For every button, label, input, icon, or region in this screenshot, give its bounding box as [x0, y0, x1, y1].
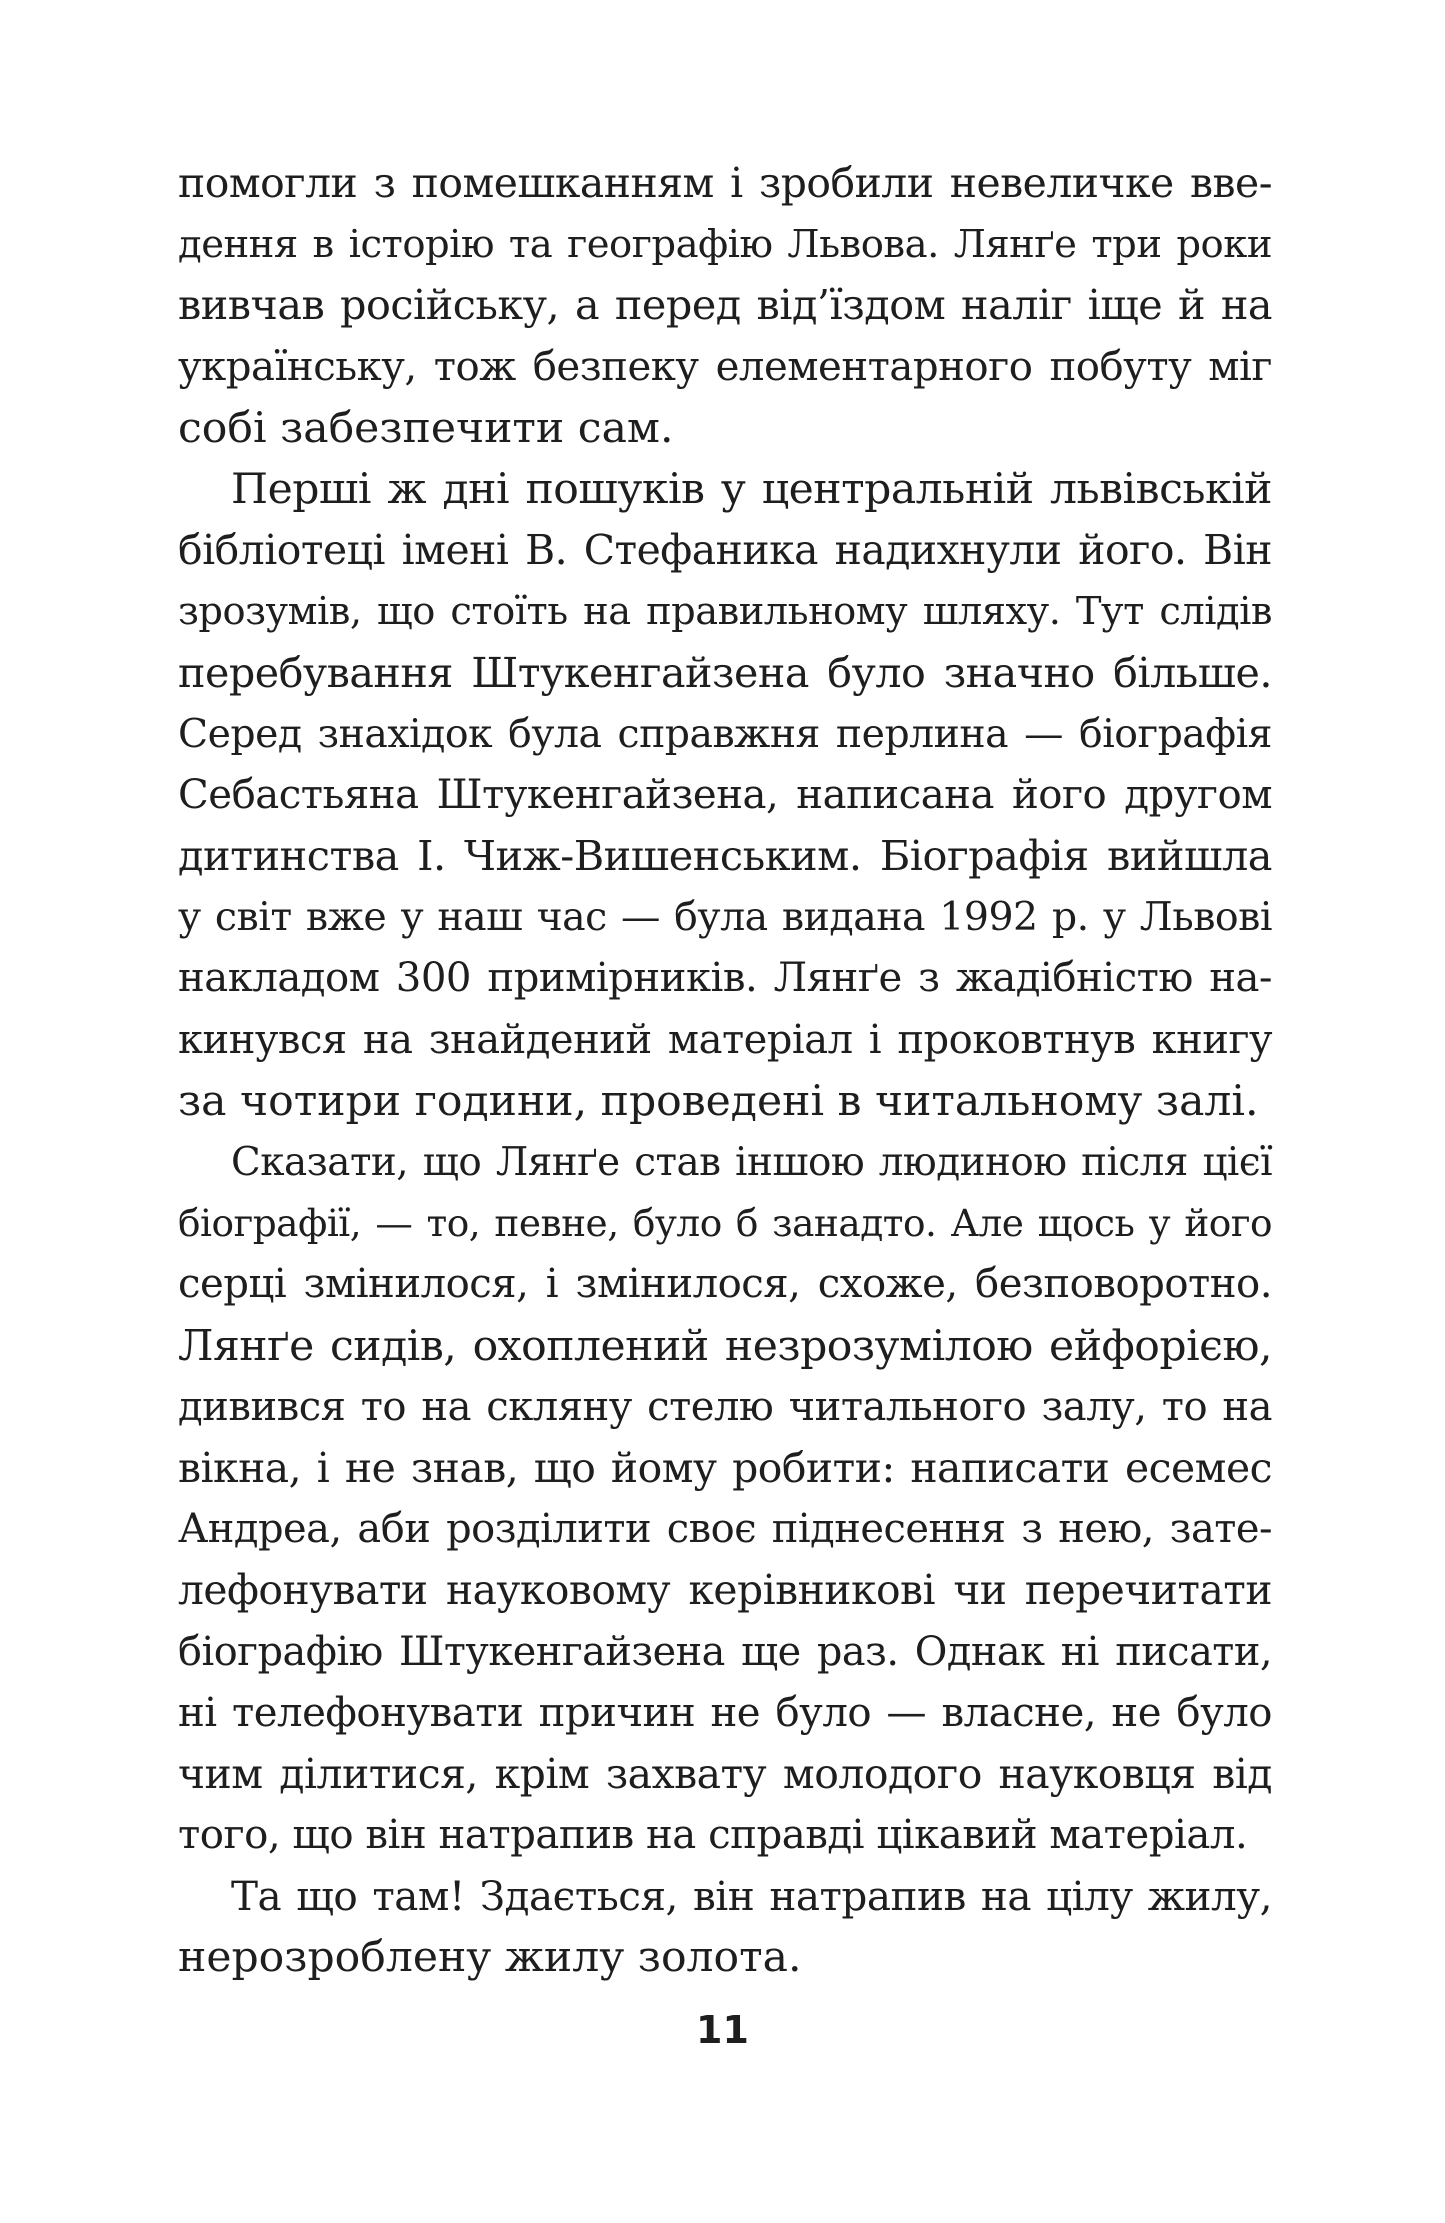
text-line: накладом 300 примірників. Лянґе з жадібністю на- — [178, 955, 1272, 1002]
text-line: чим ділитися, крім захвату молодого науковця від — [178, 1749, 1272, 1798]
text-line: вікна, і не знав, що йому робити: написати есемес — [178, 1443, 1272, 1492]
text-line: за чотири години, проведені в читальному залі. — [178, 1076, 1259, 1126]
text-line: дивився то на скляну стелю читального залу, то на — [178, 1383, 1272, 1430]
text-line: зрозумів, що стоїть на правильному шляху. Тут слідів — [178, 589, 1272, 635]
text-line: біографії, — то, певне, було б занадто. Але щось у його — [178, 1201, 1272, 1246]
body-text — [178, 153, 1272, 1989]
paragraph-first-line: Перші ж дні пошуків у центральній львівській — [231, 464, 1272, 514]
text-line: Лянґе сидів, охоплений незрозумілою ейфорією, — [178, 1321, 1272, 1371]
text-line: дитинства І. Чиж-Вишенським. Біографія вийшла — [178, 832, 1272, 881]
text-line: ні телефонувати причин не було — власне, не було — [178, 1689, 1272, 1736]
page-number: 11 — [696, 2008, 749, 2052]
text-line: біографію Штукенгайзена ще раз. Однак ні писати, — [178, 1628, 1272, 1675]
text-line: помогли з помешканням і зробили невеличке вве- — [178, 159, 1272, 207]
text-line: бібліотеці імені В. Стефаника надихнули його. Він — [178, 526, 1272, 575]
text-line: собі забезпечити сам. — [178, 403, 674, 453]
text-line: Андреа, аби розділити своє піднесення з нею, зате- — [178, 1506, 1272, 1553]
text-line: того, що він натрапив на справді цікавий матеріал. — [178, 1812, 1248, 1859]
text-line: кинувся на знайдений матеріал і проковтнув книгу — [178, 1016, 1272, 1063]
paragraph-first-line: Сказати, що Лянґе став іншою людиною після цієї — [231, 1140, 1272, 1185]
text-line: українську, тож безпеку елементарного побуту міг — [178, 343, 1272, 390]
text-line: нерозроблену жилу золота. — [178, 1933, 802, 1983]
text-line: Себастьяна Штукенгайзена, написана його другом — [178, 771, 1272, 818]
text-line: у світ вже у наш час — була видана 1992 р. у Львові — [178, 894, 1272, 941]
paragraph-first-line: Та що там! Здається, він натрапив на цілу жилу, — [231, 1872, 1272, 1921]
text-line: перебування Штукенгайзена було значно більше. — [178, 648, 1272, 697]
text-line: вивчав російську, а перед від’їздом наліг іще й на — [178, 281, 1272, 330]
text-line: Серед знахідок була справжня перлина — біографія — [178, 710, 1272, 757]
text-line: серці змінилося, і змінилося, схоже, безповоротно. — [178, 1261, 1272, 1308]
text-line: лефонувати науковому керівникові чи перечитати — [178, 1566, 1272, 1615]
text-line: дення в історію та географію Львова. Лянґе три роки — [178, 222, 1272, 268]
